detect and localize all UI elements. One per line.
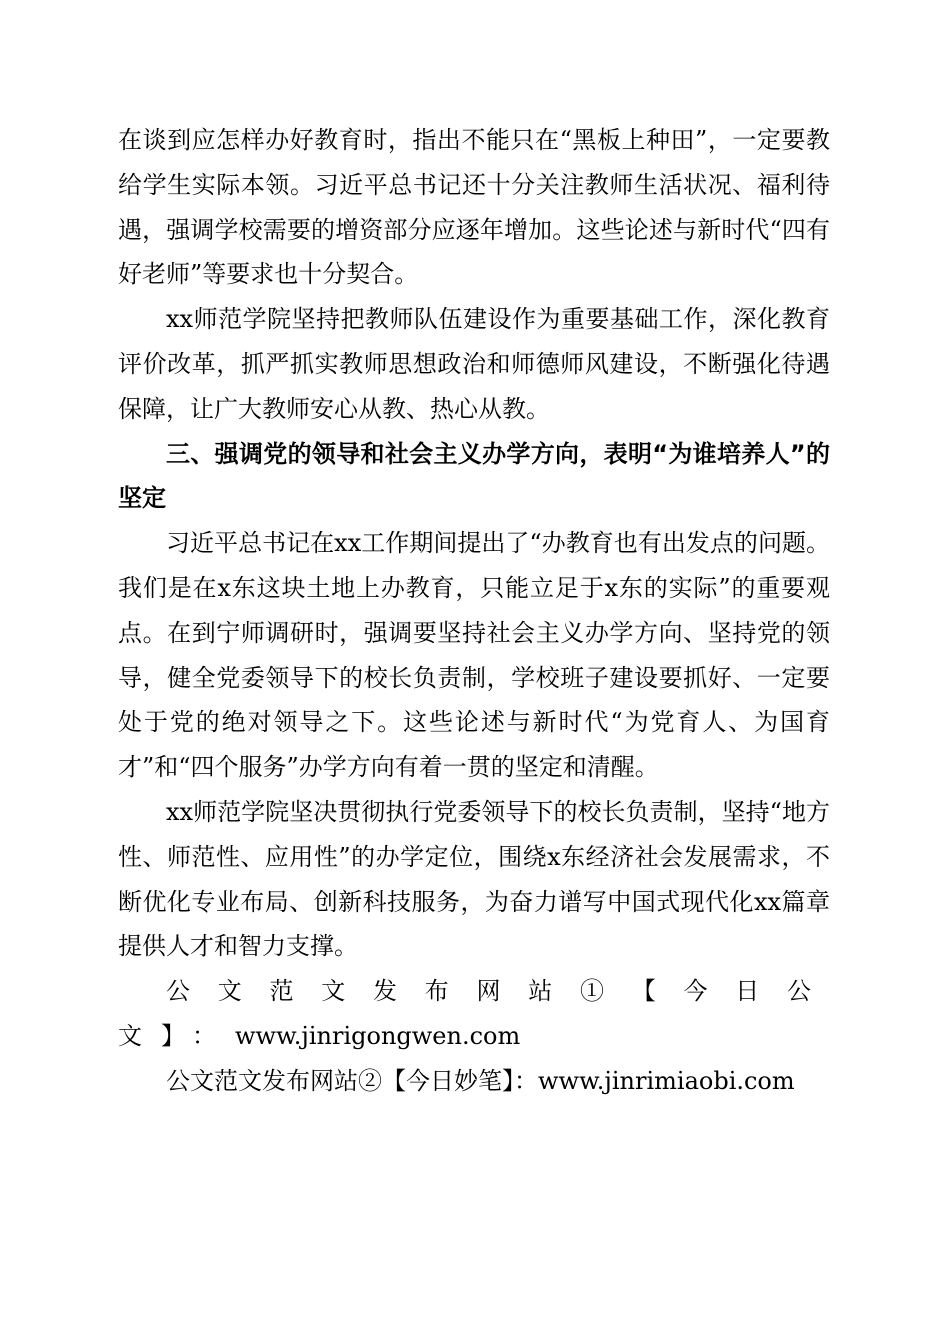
paragraph-1: 在谈到应怎样办好教育时，指出不能只在“黑板上种田”，一定要教给学生实际本领。习近平总书记还十分关注教师生活状况、福利待遇，强调学校需要的增资部分应逐年增加。这些论述与新时代“四有好老师”等要求也十分契合。	[118, 126, 830, 289]
website-line-2	[118, 1059, 830, 1104]
website-1-label: 公文范文发布网站①【今日公文】：	[118, 977, 830, 1050]
paragraph-2: xx师范学院坚持把教师队伍建设作为重要基础工作，深化教育评价改革，抓严抓实教师思想政治和师德师风建设，不断强化待遇保障，让广大教师安心从教、热心从教。	[118, 305, 830, 423]
paragraph-4: xx师范学院坚决贯彻执行党委领导下的校长负责制，坚持“地方性、师范性、应用性”的办学定位，围绕x东经济社会发展需求，不断优化专业布局、创新科技服务，为奋力谱写中国式现代化xx篇章提供人才和智力支撑。	[118, 797, 830, 961]
website-2-url[interactable]: www.jinrimiaobi.com	[538, 1066, 795, 1095]
paragraph-3: 习近平总书记在xx工作期间提出了“办教育也有出发点的问题。我们是在x东这块土地上办教育，只能立足于x东的实际”的重要观点。在到宁师调研时，强调要坚持社会主义办学方向、坚持党的领导，健全党委领导下的校长负责制，学校班子建设要抓好、一定要处于党的绝对领导之下。这些论述与新时代“为党育人、为国育才”和“四个服务”办学方向有着一贯的坚定和清醒。	[118, 529, 830, 782]
section-heading-3: 三、强调党的领导和社会主义办学方向，表明“为谁培养人”的坚定	[118, 439, 830, 513]
website-line-1	[118, 969, 830, 1059]
document-body	[118, 118, 830, 1104]
website-1-url[interactable]: www.jinrigongwen.com	[235, 1021, 521, 1050]
website-2-label: 公文范文发布网站②【今日妙笔】：	[166, 1066, 538, 1095]
